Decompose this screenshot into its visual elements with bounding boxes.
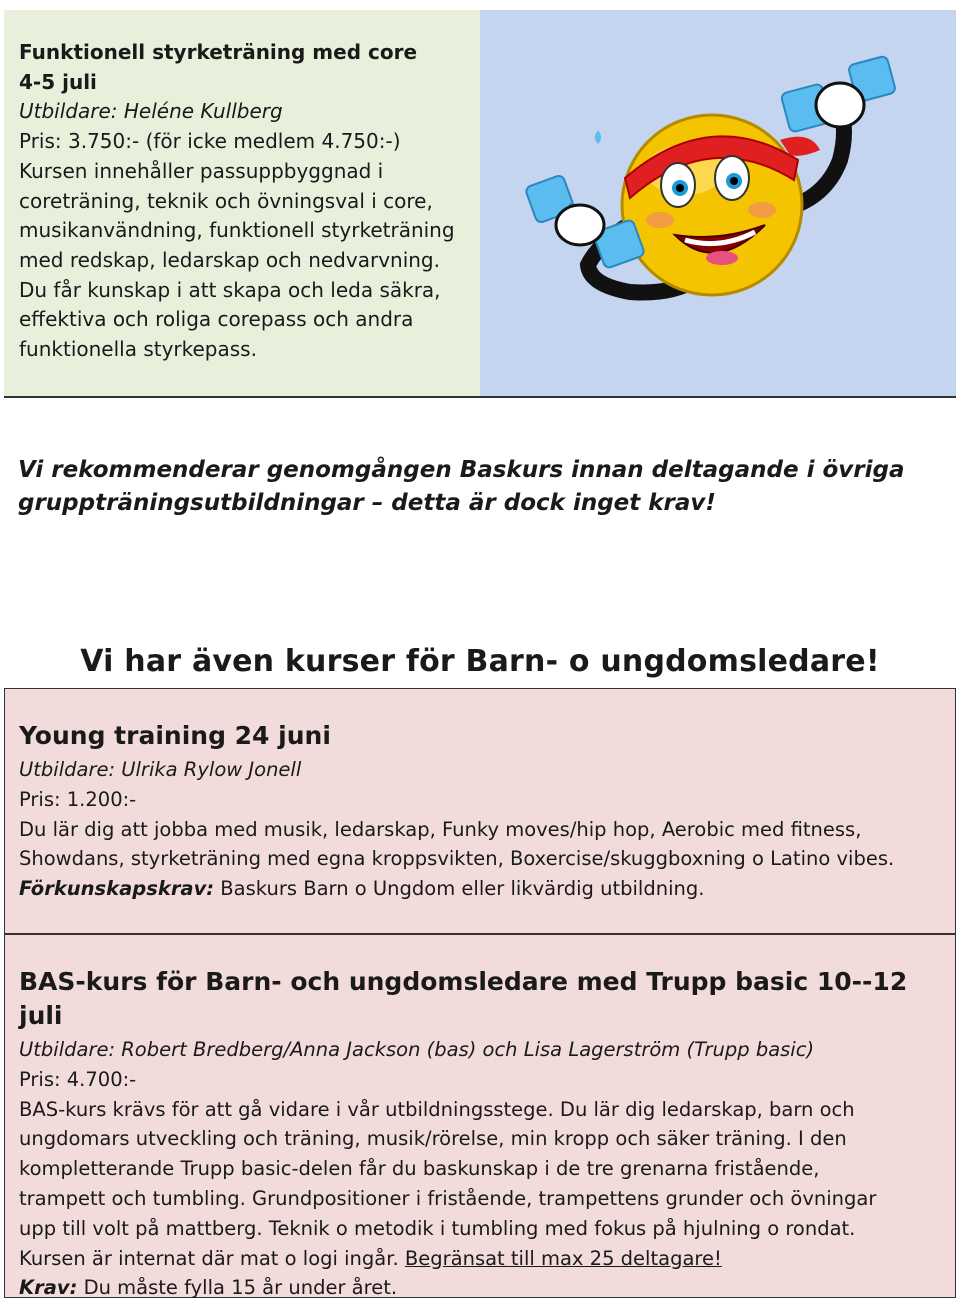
bas-course-desc-line: kompletterande Trupp basic-delen får du baskunskap i de tre grenarna fristående, xyxy=(19,1157,820,1181)
requirement-label: Krav: xyxy=(19,1276,78,1300)
recommendation-note xyxy=(18,454,938,520)
course-desc-line: musikanvändning, funktionell styrketräning xyxy=(19,218,455,243)
youth-courses-heading: Vi har även kurser för Barn- o ungdomsledare! xyxy=(80,644,880,679)
requirement-text: Du måste fylla 15 år under året. xyxy=(77,1276,398,1300)
course-desc-line: med redskap, ledarskap och nedvarvning. xyxy=(19,247,440,272)
course-trainer: Utbildare: Heléne Kullberg xyxy=(19,99,283,124)
bas-course-desc-line: BAS-kurs krävs för att gå vidare i vår utbildningsstege. Du lär dig ledarskap, barn och xyxy=(19,1097,855,1121)
prereq-text: Baskurs Barn o Ungdom eller likvärdig utbildning. xyxy=(214,877,705,901)
prereq-label: Förkunskapskrav: xyxy=(19,877,215,901)
course-desc-line: funktionella styrkepass. xyxy=(19,337,257,362)
course-desc-line: Du får kunskap i att skapa och leda säkra, xyxy=(19,277,441,302)
bas-course-price: Pris: 4.700:- xyxy=(19,1067,137,1091)
young-training-content xyxy=(19,719,949,904)
course-desc-line: coreträning, teknik och övningsval i core, xyxy=(19,188,433,213)
bas-course-desc-line: ungdomars utveckling och träning, musik/rörelse, min kropp och säker träning. I den xyxy=(19,1127,847,1151)
bas-course-trainer: Utbildare: Robert Bredberg/Anna Jackson (bas) och Lisa Lagerström (Trupp basic) xyxy=(19,1038,815,1061)
internat-text: Kursen är internat där mat o logi ingår. xyxy=(19,1246,405,1270)
bas-course-title: BAS-kurs för Barn- och ungdomsledare med Trupp basic 10--12 juli xyxy=(19,967,908,1030)
young-training-desc-line: Du lär dig att jobba med musik, ledarskap, Funky moves/hip hop, Aerobic med fitness, xyxy=(19,817,862,841)
course-dates: 4-5 juli xyxy=(19,69,97,94)
bas-course-desc-line: upp till volt på mattberg. Teknik o metodik i tumbling med fokus på hjulning o rondat. xyxy=(19,1216,856,1240)
young-training-prereq xyxy=(19,874,949,904)
young-training-price: Pris: 1.200:- xyxy=(19,787,137,811)
top-course-text xyxy=(19,38,469,365)
recommendation-line: Vi rekommenderar genomgången Baskurs innan deltagande i övriga xyxy=(18,457,905,483)
young-training-box xyxy=(4,688,956,934)
bas-course-box xyxy=(4,934,956,1298)
recommendation-line: gruppträningsutbildningar – detta är dock inget krav! xyxy=(18,490,716,516)
smiley-lifting-weights-icon xyxy=(480,10,956,396)
top-course-box xyxy=(4,10,956,398)
participant-limit-text: Begränsat till max 25 deltagare! xyxy=(404,1246,722,1270)
young-training-desc-line: Showdans, styrketräning med egna kroppsvikten, Boxercise/skuggboxning o Latino vibes. xyxy=(19,847,895,871)
young-training-title: Young training 24 juni xyxy=(19,721,331,750)
bas-course-desc-line: trampett och tumbling. Grundpositioner i fristående, trampettens grunder och övningar xyxy=(19,1186,877,1210)
young-training-trainer: Utbildare: Ulrika Rylow Jonell xyxy=(19,758,302,781)
bas-course-content xyxy=(19,965,949,1303)
course-title: Funktionell styrketräning med core xyxy=(19,40,418,64)
course-desc-line: Kursen innehåller passuppbyggnad i xyxy=(19,158,384,183)
illustration-panel xyxy=(480,10,956,396)
bas-course-requirement xyxy=(19,1273,949,1303)
bas-course-internat xyxy=(19,1244,949,1274)
top-course-text-panel xyxy=(4,10,480,396)
course-price: Pris: 3.750:- (för icke medlem 4.750:-) xyxy=(19,129,401,154)
course-desc-line: effektiva och roliga corepass och andra xyxy=(19,307,414,332)
